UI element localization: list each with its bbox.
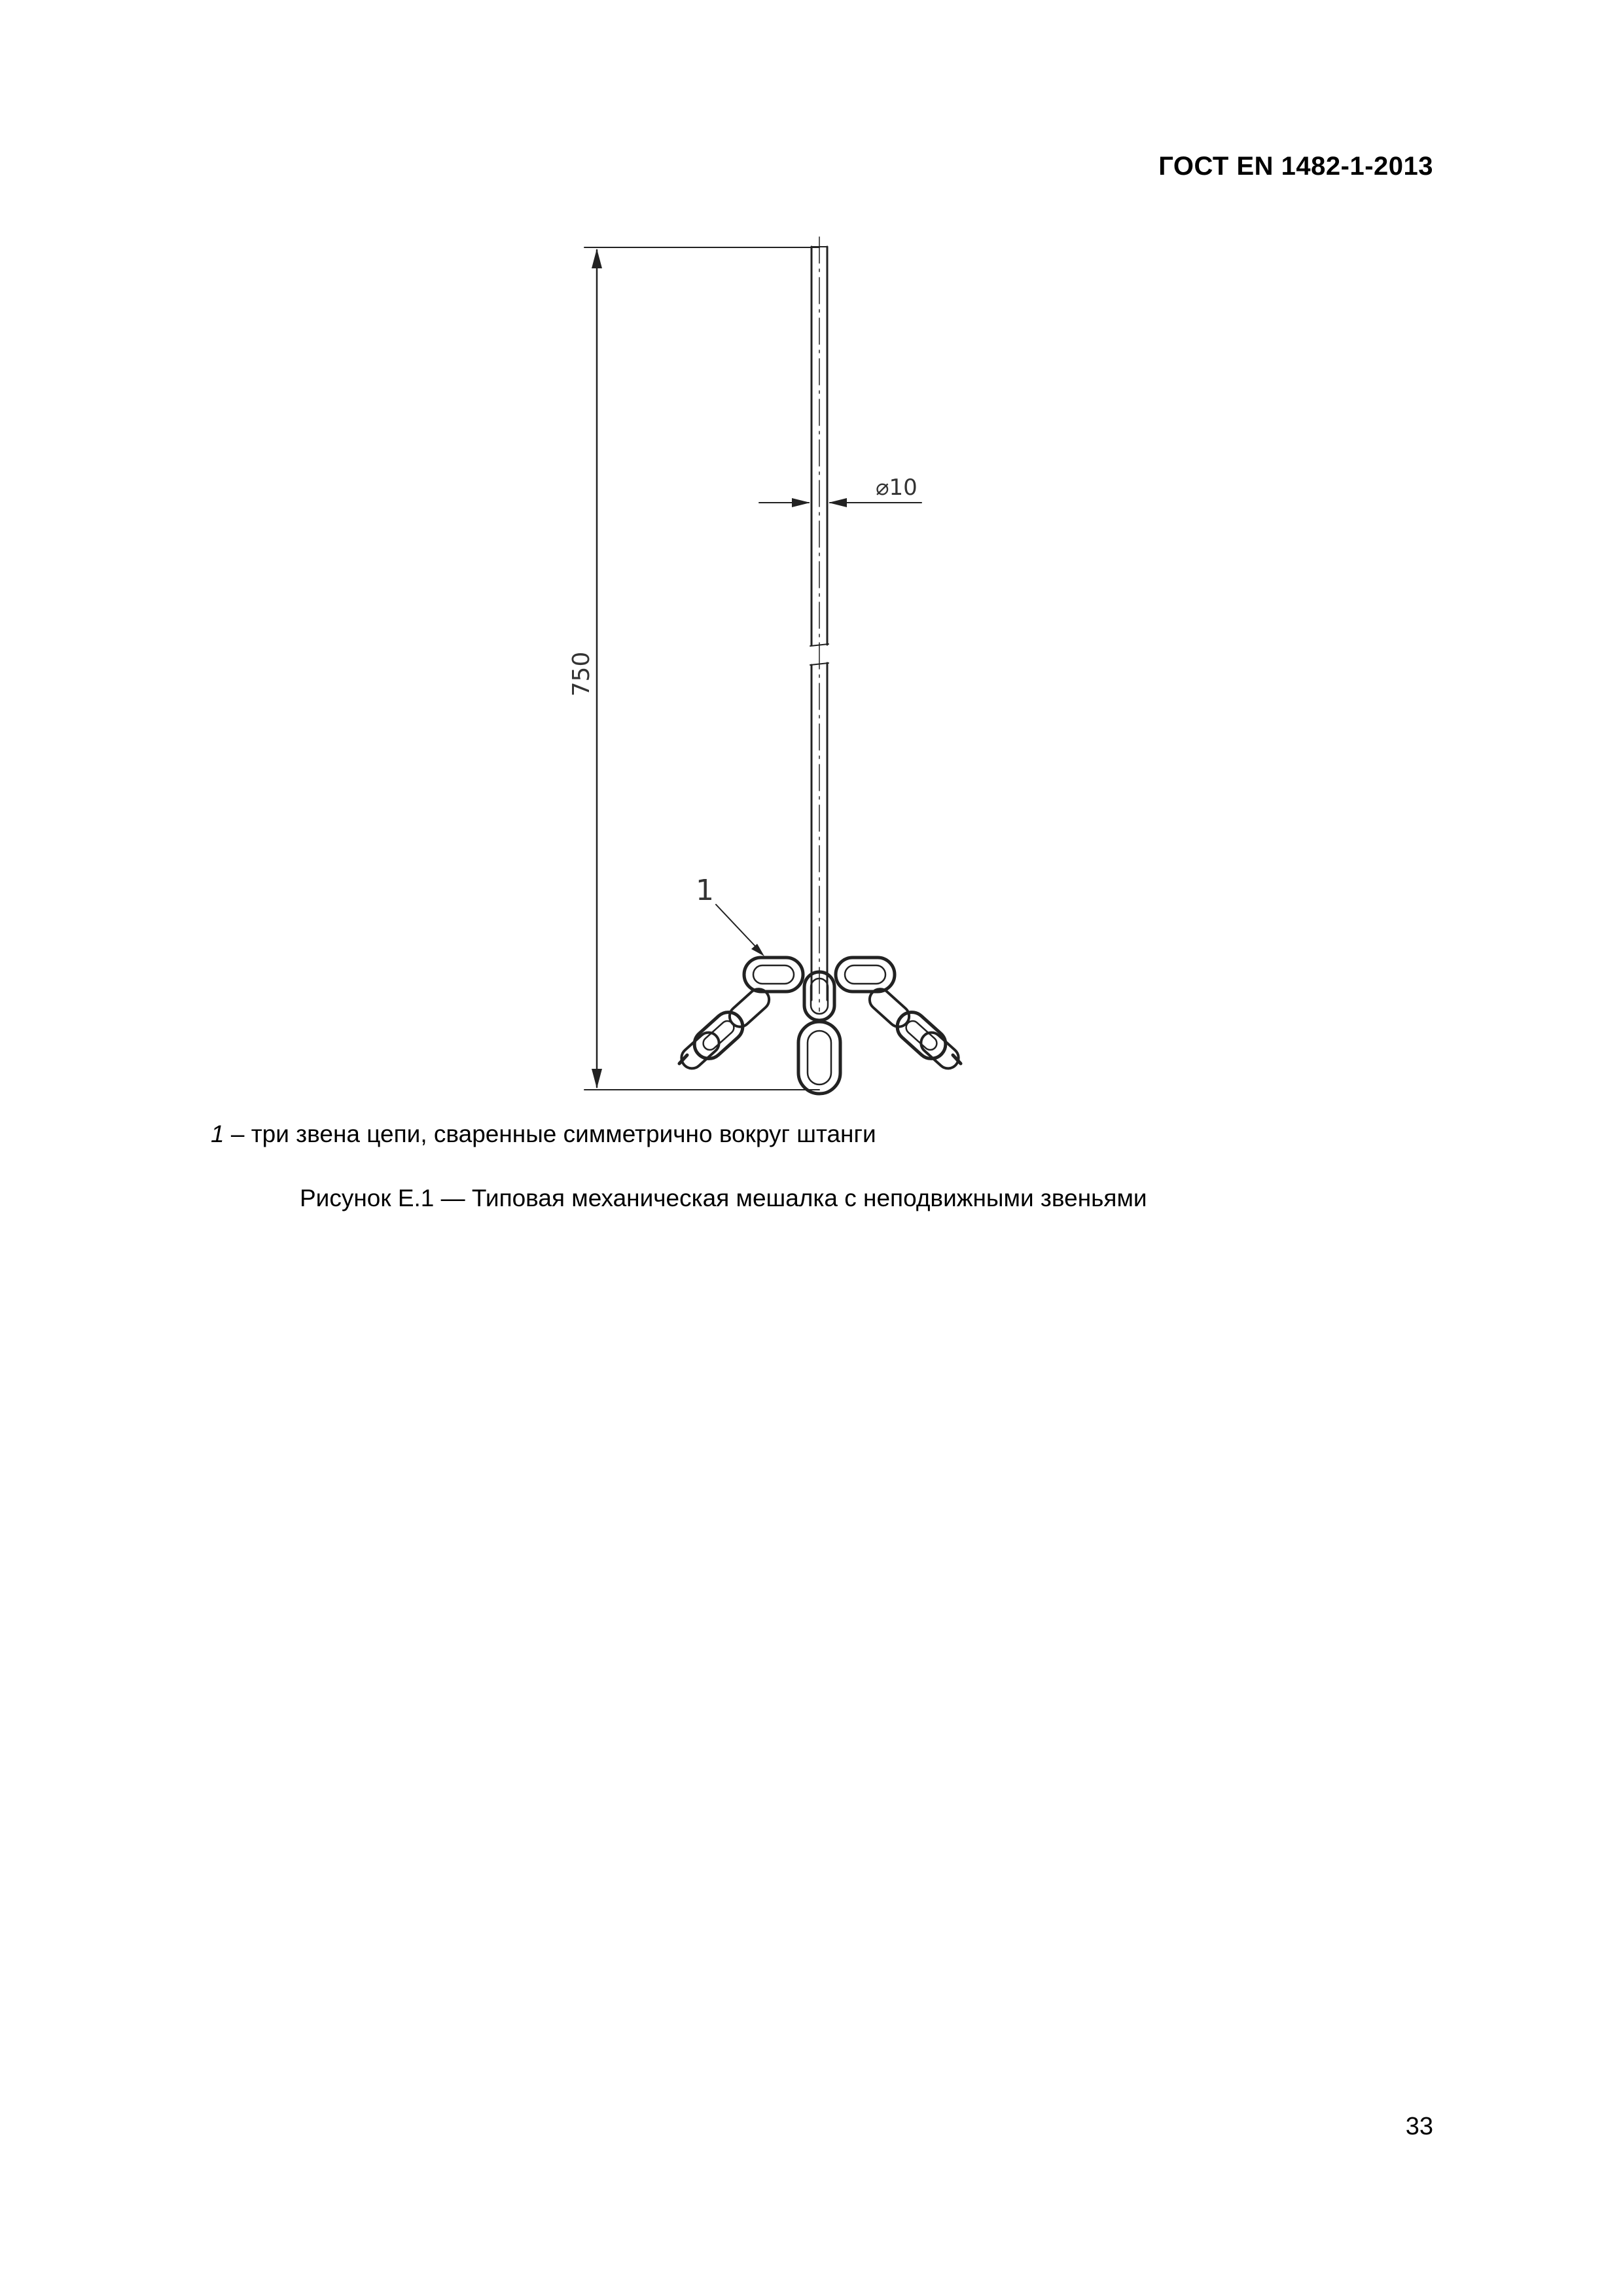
dimension-arrow-bottom [592,1069,602,1088]
figure-legend [211,1121,876,1148]
document-code: ГОСТ EN 1482-1-2013 [1158,152,1433,181]
center-bottom-link-inner [808,1031,831,1085]
diameter-arrow-left [792,498,810,507]
callout-arrow [751,944,764,956]
page-number: 33 [1405,2113,1433,2140]
center-bottom-link [798,1022,840,1094]
dimension-length-label: 750 [568,651,595,697]
dimension-arrow-top [592,249,602,268]
stirrer-drawing [0,0,1623,1126]
right-chain-link-2 [891,1007,952,1065]
legend-item-text: – три звена цепи, сваренные симметрично вокруг штанги [224,1121,876,1147]
legend-item-number: 1 [211,1121,224,1147]
right-chain-link-3 [917,1028,963,1073]
left-chain-link-2 [688,1007,749,1065]
left-chain-link-3 [677,1028,723,1073]
left-top-link-inner [753,965,794,984]
dimension-diameter-label: ⌀10 [876,475,918,501]
figure-caption: Рисунок Е.1 — Типовая механическая мешалка с неподвижными звеньями [300,1185,1147,1211]
callout-number: 1 [696,874,714,907]
diameter-arrow-right [829,498,847,507]
callout-leader [716,905,759,950]
right-top-link-inner [845,965,885,984]
